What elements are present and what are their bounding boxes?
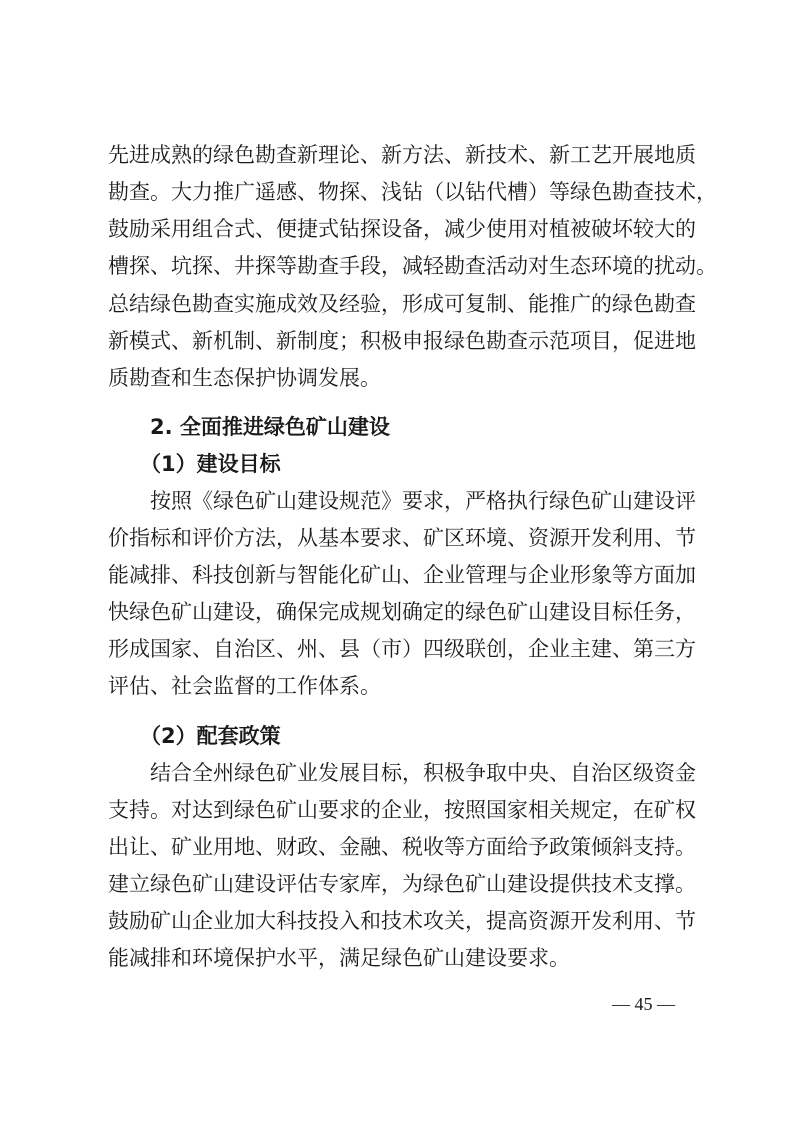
text-line: 出让、矿业用地、财政、金融、税收等方面给予政策倾斜支持。 [108, 835, 696, 859]
text-line: 勘查。大力推广遥感、物探、浅钻（以钻代槽）等绿色勘查技术， [108, 180, 717, 204]
text-line: 鼓励矿山企业加大科技投入和技术攻关，提高资源开发利用、节 [108, 909, 696, 933]
text-line: 评估、社会监督的工作体系。 [108, 674, 381, 698]
text-line: 先进成熟的绿色勘查新理论、新方法、新技术、新工艺开展地质 [108, 143, 696, 167]
text-line: 能减排、科技创新与智能化矿山、企业管理与企业形象等方面加 [108, 563, 696, 587]
text-line: 价指标和评价方法，从基本要求、矿区环境、资源开发利用、节 [108, 526, 696, 550]
subsection-heading-goals: （1）建设目标 [140, 452, 281, 476]
text-line: 槽探、坑探、井探等勘查手段，减轻勘查活动对生态环境的扰动。 [108, 254, 717, 278]
text-line: 形成国家、自治区、州、县（市）四级联创，企业主建、第三方 [108, 637, 696, 661]
subsection-heading-policies: （2）配套政策 [140, 724, 281, 748]
text-line: 快绿色矿山建设，确保完成规划确定的绿色矿山建设目标任务， [108, 600, 696, 624]
text-line: 结合全州绿色矿业发展目标，积极争取中央、自治区级资金 [150, 761, 696, 785]
text-line: 质勘查和生态保护协调发展。 [108, 366, 381, 390]
text-line: 按照《绿色矿山建设规范》要求，严格执行绿色矿山建设评 [150, 489, 696, 513]
text-line: 能减排和环境保护水平，满足绿色矿山建设要求。 [108, 946, 570, 970]
text-line: 新模式、新机制、新制度；积极申报绿色勘查示范项目，促进地 [108, 329, 696, 353]
text-line: 支持。对达到绿色矿山要求的企业，按照国家相关规定，在矿权 [108, 798, 696, 822]
text-line: 建立绿色矿山建设评估专家库，为绿色矿山建设提供技术支撑。 [108, 872, 696, 896]
page-number: — 45 — [612, 994, 675, 1014]
section-heading: 2. 全面推进绿色矿山建设 [150, 415, 390, 439]
text-line: 总结绿色勘查实施成效及经验，形成可复制、能推广的绿色勘查 [108, 292, 696, 316]
text-line: 鼓励采用组合式、便捷式钻探设备，减少使用对植被破坏较大的 [108, 217, 696, 241]
